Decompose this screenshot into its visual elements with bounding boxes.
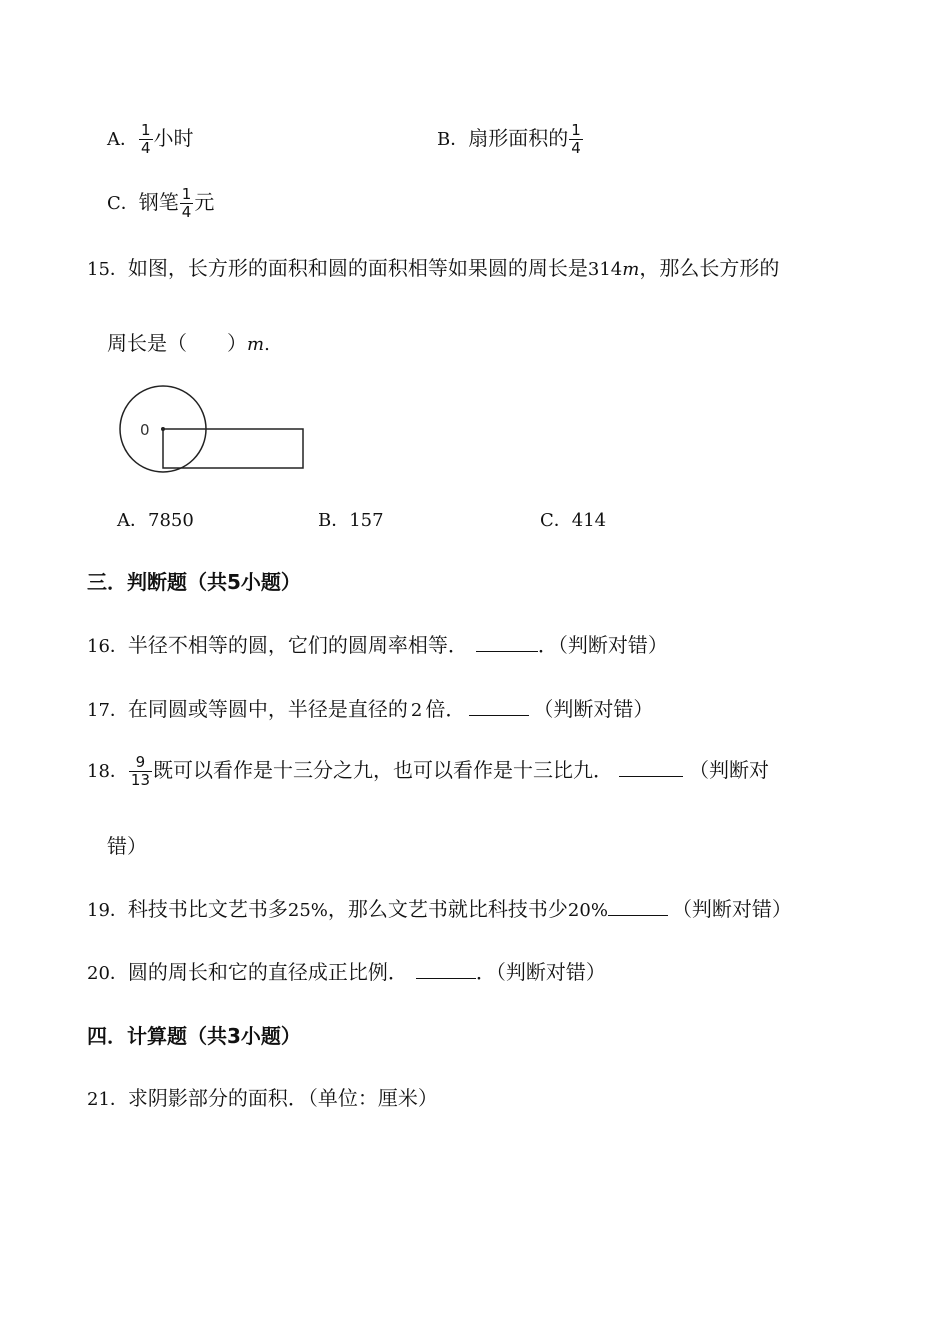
answer-blank[interactable] — [469, 695, 529, 716]
fraction: $\frac{1}{4}$ — [181, 185, 192, 221]
q15-figure — [110, 378, 310, 478]
section-title-post: 小题） — [240, 1024, 301, 1048]
option-letter: A． — [117, 510, 148, 531]
answer-blank[interactable] — [416, 958, 476, 979]
question-end: ．（判断对错） — [475, 960, 606, 984]
answer-blank[interactable] — [619, 756, 683, 777]
q16 — [87, 631, 668, 661]
value-2: 20% — [567, 900, 608, 921]
question-end: （判断对 — [689, 758, 769, 782]
q15-option-b — [318, 505, 384, 535]
section-title-post: 小题） — [240, 570, 301, 594]
question-number: 19． — [87, 900, 128, 921]
question-text: 在同圆或等圆中，半径是直径的 — [127, 697, 408, 721]
question-text: 半径不相等的圆，它们的圆周率相等． — [127, 633, 468, 657]
question-end: （判断对错） — [533, 697, 654, 721]
figure-center-label: 0 — [140, 421, 150, 439]
section-title-pre: 三．判断题（共 — [87, 570, 227, 594]
option-text-before: 钢笔 — [138, 190, 179, 214]
q15-option-c — [540, 505, 606, 535]
q14-option-b — [437, 122, 584, 157]
option-value: 414 — [571, 510, 607, 531]
unit: m — [247, 334, 265, 355]
section-title-pre: 四．计算题（共 — [87, 1024, 227, 1048]
q15-line2 — [107, 329, 270, 359]
question-text-line2: 错） — [107, 834, 147, 858]
answer-blank[interactable] — [476, 631, 538, 652]
option-letter: C． — [107, 193, 139, 214]
figure-center-dot — [161, 427, 165, 431]
fraction: $\frac{1}{4}$ — [571, 121, 581, 157]
option-letter: A． — [107, 129, 138, 150]
option-letter: B． — [318, 510, 350, 531]
q20 — [87, 958, 606, 988]
question-number: 20． — [87, 963, 128, 984]
option-text-after: 元 — [194, 190, 215, 214]
q18-line2 — [107, 832, 147, 860]
q14-option-a — [107, 122, 194, 157]
section-4-heading — [87, 1022, 301, 1050]
value: 314 — [587, 259, 623, 280]
question-number: 18． — [87, 761, 128, 782]
section-count: 3 — [227, 1024, 241, 1048]
section-count: 5 — [227, 570, 241, 594]
question-text-2: ，那么文艺书就比科技书少 — [327, 897, 568, 921]
period: . — [264, 334, 270, 355]
question-number: 16． — [87, 636, 128, 657]
q21 — [87, 1084, 438, 1114]
value: 2 — [410, 700, 423, 721]
q15-option-a — [117, 505, 194, 535]
option-text: 扇形面积的 — [468, 126, 569, 150]
fraction: $\frac{9}{13}$ — [130, 753, 150, 789]
question-end: ．（判断对错） — [537, 633, 668, 657]
question-number: 21． — [87, 1089, 128, 1110]
question-text-1: 科技书比文艺书多 — [127, 897, 288, 921]
answer-blank[interactable] — [608, 895, 668, 916]
unit: m — [622, 259, 640, 280]
question-end: （判断对错） — [671, 897, 792, 921]
question-number: 17． — [87, 700, 128, 721]
section-3-heading — [87, 568, 301, 596]
option-value: 157 — [349, 510, 384, 531]
q18-line1 — [87, 754, 769, 789]
value-1: 25% — [287, 900, 328, 921]
fraction: $\frac{1}{4}$ — [141, 121, 151, 157]
question-text: 如图，长方形的面积和圆的面积相等如果圆的周长是 — [127, 256, 588, 280]
option-text: 小时 — [153, 126, 194, 150]
question-text: 圆的周长和它的直径成正比例． — [127, 960, 408, 984]
option-value: 7850 — [148, 510, 194, 531]
figure-rectangle — [163, 429, 303, 468]
question-number: 15． — [87, 259, 128, 280]
question-text-after: 倍． — [425, 697, 466, 721]
q14-option-c — [107, 186, 214, 221]
question-text: 求阴影部分的面积．（单位：厘米） — [127, 1086, 438, 1110]
question-text: 既可以看作是十三分之九，也可以看作是十三比九． — [153, 758, 613, 782]
q17 — [87, 695, 653, 725]
q19 — [87, 895, 792, 925]
q15-line1 — [87, 254, 779, 284]
option-letter: C． — [540, 510, 572, 531]
option-letter: B． — [437, 129, 469, 150]
question-text-line2: 周长是（ ） — [107, 331, 247, 355]
question-text-2: ，那么长方形的 — [639, 256, 780, 280]
